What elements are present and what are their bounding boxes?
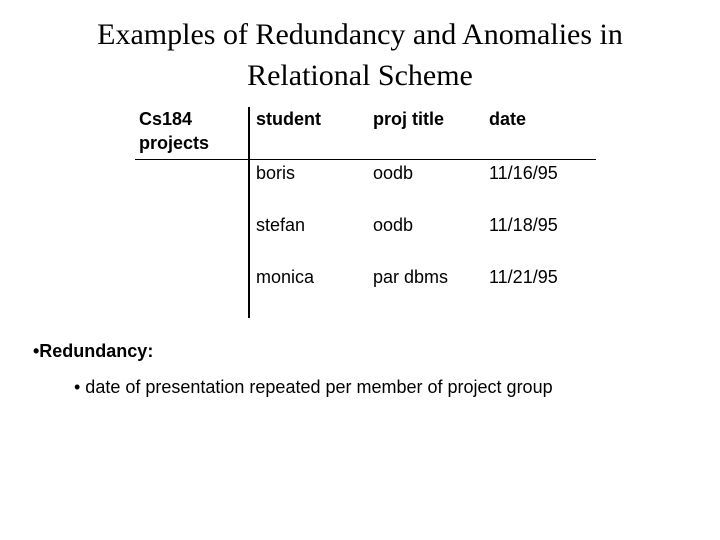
table-header-divider <box>135 159 596 160</box>
table-vertical-divider <box>248 107 250 318</box>
column-header-student: student <box>256 109 321 129</box>
row-3-proj-title: par dbms <box>373 267 449 287</box>
bullet-redundancy: •Redundancy: <box>33 341 154 361</box>
row-3-date: 11/21/95 <box>489 267 558 287</box>
row-3-student: monica <box>256 267 315 287</box>
row-1-student: boris <box>256 163 296 183</box>
row-2-student: stefan <box>256 215 306 235</box>
slide-title-line-1: Examples of Redundancy and Anomalies in <box>97 18 623 51</box>
relation-name-line-2: projects <box>139 133 210 153</box>
column-header-date: date <box>489 109 527 129</box>
relation-name-line-1: Cs184 <box>139 109 193 129</box>
column-header-proj-title: proj title <box>373 109 444 129</box>
row-1-date: 11/16/95 <box>489 163 558 183</box>
row-2-date: 11/18/95 <box>489 215 558 235</box>
row-1-proj-title: oodb <box>373 163 414 183</box>
slide-title-line-2: Relational Scheme <box>247 59 473 92</box>
row-2-proj-title: oodb <box>373 215 414 235</box>
sub-bullet-date-repeated: • date of presentation repeated per member of project group <box>74 377 553 397</box>
